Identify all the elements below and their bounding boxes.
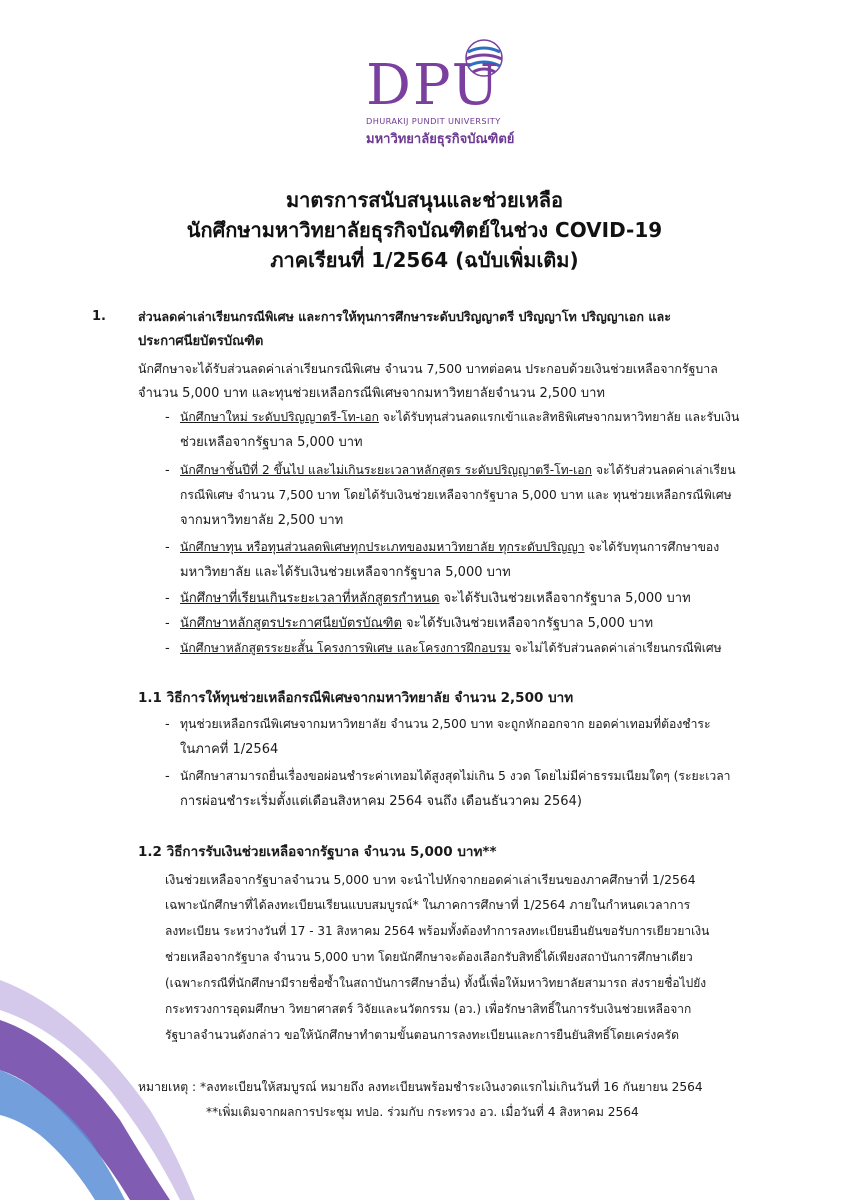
section-1-2-paragraph-line-6: กระทรวงการอุดมศึกษา วิทยาศาสตร์ วิจัยและนวัตกรรม (อว.) เพื่อรักษาสิทธิ์ในการรับเงินช่วยเหลือจาก (165, 1002, 692, 1016)
bullet-4-text: จะได้รับเงินช่วยเหลือจากรัฐบาล 5,000 บาท (439, 591, 691, 606)
bullet-dash: - (165, 616, 170, 631)
section-1-number: 1. (92, 309, 106, 324)
section-1-2-paragraph-line-2: เฉพาะนักศึกษาที่ได้ลงทะเบียนเรียนแบบสมบูรณ์* ในภาคการศึกษาที่ 1/2564 ภายในกำหนดเวลาการ (165, 898, 691, 912)
section-1-bullet-5 (180, 611, 653, 636)
bullet-1-underlined: นักศึกษาใหม่ ระดับปริญญาตรี-โท-เอก (180, 410, 379, 424)
title-line-3: ภาคเรียนที่ 1/2564 (ฉบับเพิ่มเติม) (270, 248, 579, 272)
bullet-dash: - (165, 769, 170, 784)
bullet-4-underlined: นักศึกษาที่เรียนเกินระยะเวลาที่หลักสูตรกำหนด (180, 591, 440, 606)
section-1-2-paragraph-line-5: (เฉพาะกรณีที่นักศึกษามีรายชื่อซ้ำในสถาบันการศึกษาอื่น) ทั้งนี้เพื่อให้มหาวิทยาลัยสามารถ ส่งรายชื่อไปยัง (165, 976, 707, 990)
section-1-2-paragraph-line-3: ลงทะเบียน ระหว่างวันที่ 17 - 31 สิงหาคม 2564 พร้อมทั้งต้องทำการลงทะเบียนยืนยันขอรับการเยียวยาเงิน (165, 924, 710, 938)
bullet-2-text: จะได้รับส่วนลดค่าเล่าเรียน (591, 463, 736, 477)
title-line-1: มาตรการสนับสนุนและช่วยเหลือ (285, 188, 564, 212)
section-1-1-bullet-1: ทุนช่วยเหลือกรณีพิเศษจากมหาวิทยาลัย จำนวน 2,500 บาท จะถูกหักออกจาก ยอดค่าเทอมที่ต้องชำระ (180, 717, 711, 731)
section-1-1-heading: 1.1 วิธีการให้ทุนช่วยเหลือกรณีพิเศษจากมหาวิทยาลัย จำนวน 2,500 บาท (138, 690, 574, 706)
section-1-1-bullet-2-line-2: การผ่อนชำระเริ่มตั้งแต่เดือนสิงหาคม 2564 จนถึง เดือนธันวาคม 2564) (180, 794, 582, 809)
bullet-dash: - (165, 591, 170, 606)
decorative-swoosh (0, 960, 300, 1200)
bullet-6-text: จะไม่ได้รับส่วนลดค่าเล่าเรียนกรณีพิเศษ (510, 641, 722, 655)
bullet-3-underlined: นักศึกษาทุน หรือทุนส่วนลดพิเศษทุกประเภทของมหาวิทยาลัย ทุกระดับปริญญา (180, 540, 585, 554)
university-logo (360, 38, 515, 148)
section-1-bullet-1 (180, 405, 739, 430)
section-1-bullet-1-line-2: ช่วยเหลือจากรัฐบาล 5,000 บาท (180, 435, 363, 450)
section-1-bullet-2-line-3: จากมหาวิทยาลัย 2,500 บาท (180, 513, 344, 528)
bullet-dash: - (165, 717, 170, 732)
section-1-bullet-4 (180, 586, 691, 611)
title-line-2: นักศึกษามหาวิทยาลัยธุรกิจบัณฑิตย์ในช่วง COVID-19 (186, 218, 663, 242)
bullet-3-text: จะได้รับทุนการศึกษาของ (584, 540, 720, 554)
section-1-bullet-6 (180, 636, 722, 661)
section-1-intro-line-2: จำนวน 5,000 บาท และทุนช่วยเหลือกรณีพิเศษจากมหาวิทยาลัยจำนวน 2,500 บาท (138, 386, 605, 401)
section-1-intro-line-1: นักศึกษาจะได้รับส่วนลดค่าเล่าเรียนกรณีพิเศษ จำนวน 7,500 บาทต่อคน ประกอบด้วยเงินช่วยเหลือจากรัฐบาล (138, 361, 718, 376)
bullet-1-text: จะได้รับทุนส่วนลดแรกเข้าและสิทธิพิเศษจากมหาวิทยาลัย และรับเงิน (378, 410, 740, 424)
note-2-text: **เพิ่มเติมจากผลการประชุม ทปอ. ร่วมกับ กระทรวง อว. เมื่อวันที่ 4 สิงหาคม 2564 (206, 1105, 639, 1119)
bullet-2-underlined: นักศึกษาชั้นปีที่ 2 ขึ้นไป และไม่เกินระยะเวลาหลักสูตร ระดับปริญญาตรี-โท-เอก (180, 463, 592, 477)
bullet-dash: - (165, 641, 170, 656)
bullet-5-underlined: นักศึกษาหลักสูตรประกาศนียบัตรบัณฑิต (180, 616, 402, 631)
section-1-1-bullet-2: นักศึกษาสามารถยื่นเรื่องขอผ่อนชำระค่าเทอมได้สูงสุดไม่เกิน 5 งวด โดยไม่มีค่าธรรมเนียมใดๆ (ระยะเวลา (180, 769, 731, 783)
section-1-heading-line-2: ประกาศนียบัตรบัณฑิต (138, 334, 264, 349)
bullet-dash: - (165, 410, 170, 425)
bullet-dash: - (165, 463, 170, 478)
document-title (0, 185, 849, 275)
section-1-heading-line-1: ส่วนลดค่าเล่าเรียนกรณีพิเศษ และการให้ทุนการศึกษาระดับปริญญาตรี ปริญญาโท ปริญญาเอก และ (138, 309, 671, 324)
section-1-2-paragraph-line-7: รัฐบาลจำนวนดังกล่าว ขอให้นักศึกษาทำตามขั้นตอนการลงทะเบียนและการยืนยันสิทธิ์โดยเคร่งครัด (165, 1028, 679, 1042)
bullet-dash: - (165, 540, 170, 555)
section-1-bullet-2-line-2: กรณีพิเศษ จำนวน 7,500 บาท โดยได้รับเงินช่วยเหลือจากรัฐบาล 5,000 บาท และ ทุนช่วยเหลือกรณีพิเศษ (180, 488, 732, 502)
bullet-6-underlined: นักศึกษาหลักสูตรระยะสั้น โครงการพิเศษ และโครงการฝึกอบรม (180, 641, 511, 655)
note-label: หมายเหตุ : (138, 1080, 197, 1094)
section-1-bullet-3 (180, 535, 719, 560)
logo-english-name: DHURAKIJ PUNDIT UNIVERSITY (366, 116, 501, 126)
logo-abbreviation: DPU (366, 53, 501, 118)
section-1-bullet-3-line-2: มหาวิทยาลัย และได้รับเงินช่วยเหลือจากรัฐบาล 5,000 บาท (180, 565, 511, 580)
section-1-2-heading: 1.2 วิธีการรับเงินช่วยเหลือจากรัฐบาล จำนวน 5,000 บาท** (138, 844, 497, 860)
section-1-1-bullet-1-line-2: ในภาคที่ 1/2564 (180, 742, 279, 757)
bullet-5-text: จะได้รับเงินช่วยเหลือจากรัฐบาล 5,000 บาท (401, 616, 654, 631)
logo-thai-name: มหาวิทยาลัยธุรกิจบัณฑิตย์ (366, 132, 515, 147)
section-1-2-paragraph-line-1: เงินช่วยเหลือจากรัฐบาลจำนวน 5,000 บาท จะนำไปหักจากยอดค่าเล่าเรียนของภาคศึกษาที่ 1/2564 (165, 872, 696, 887)
section-1-2-paragraph-line-4: ช่วยเหลือจากรัฐบาล จำนวน 5,000 บาท โดยนักศึกษาจะต้องเลือกรับสิทธิ์ได้เพียงสถาบันการศึกษาเดียว (165, 950, 693, 964)
section-1-bullet-2 (180, 458, 736, 483)
note-1-text: *ลงทะเบียนให้สมบูรณ์ หมายถึง ลงทะเบียนพร้อมชำระเงินงวดแรกไม่เกินวันที่ 16 กันยายน 2564 (200, 1080, 703, 1094)
